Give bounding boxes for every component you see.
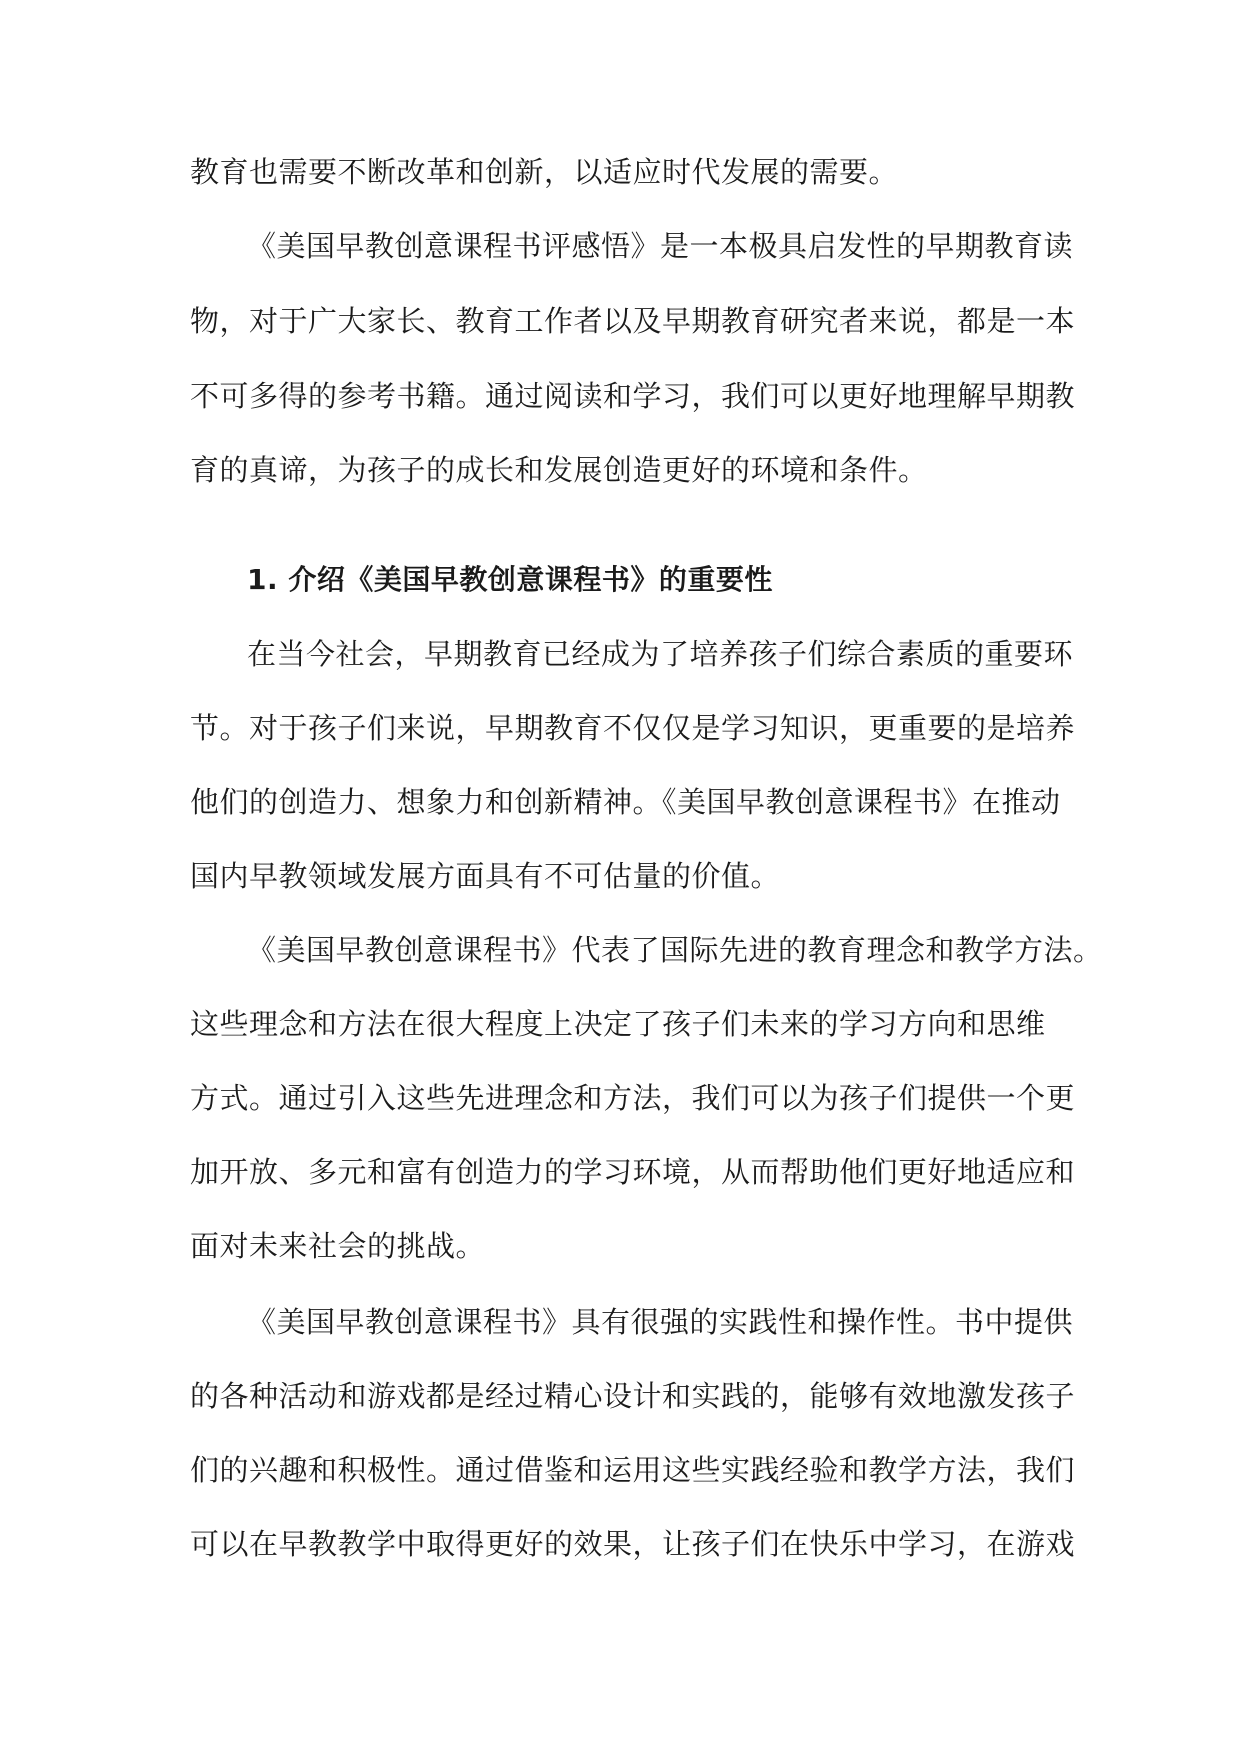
paragraph-line: 育的真谛，为孩子的成长和发展创造更好的环境和条件。 — [190, 453, 928, 487]
paragraph-line: 在当今社会，早期教育已经成为了培养孩子们综合素质的重要环 — [247, 637, 1074, 671]
paragraph-line: 的各种活动和游戏都是经过精心设计和实践的，能够有效地激发孩子 — [190, 1379, 1076, 1413]
paragraph-line: 国内早教领域发展方面具有不可估量的价值。 — [190, 859, 781, 893]
paragraph-line: 他们的创造力、想象力和创新精神。《美国早教创意课程书》在推动 — [190, 785, 1061, 819]
paragraph-line: 方式。通过引入这些先进理念和方法，我们可以为孩子们提供一个更 — [190, 1081, 1076, 1115]
paragraph-line: 《美国早教创意课程书》代表了国际先进的教育理念和教学方法。 — [247, 933, 1103, 967]
paragraph-line: 《美国早教创意课程书评感悟》是一本极具启发性的早期教育读 — [247, 229, 1074, 263]
paragraph-line: 教育也需要不断改革和创新，以适应时代发展的需要。 — [190, 155, 899, 189]
paragraph-line: 可以在早教教学中取得更好的效果，让孩子们在快乐中学习，在游戏 — [190, 1527, 1076, 1561]
paragraph-line: 面对未来社会的挑战。 — [190, 1229, 486, 1263]
paragraph-line: 们的兴趣和积极性。通过借鉴和运用这些实践经验和教学方法，我们 — [190, 1453, 1076, 1487]
paragraph-line: 《美国早教创意课程书》具有很强的实践性和操作性。书中提供 — [247, 1305, 1074, 1339]
paragraph-line: 这些理念和方法在很大程度上决定了孩子们未来的学习方向和思维 — [190, 1007, 1046, 1041]
paragraph-line: 节。对于孩子们来说，早期教育不仅仅是学习知识，更重要的是培养 — [190, 711, 1076, 745]
paragraph-line: 物，对于广大家长、教育工作者以及早期教育研究者来说，都是一本 — [190, 304, 1076, 338]
paragraph-line: 不可多得的参考书籍。通过阅读和学习，我们可以更好地理解早期教 — [190, 379, 1076, 413]
section-heading: 1. 介绍《美国早教创意课程书》的重要性 — [247, 563, 773, 596]
paragraph-line: 加开放、多元和富有创造力的学习环境，从而帮助他们更好地适应和 — [190, 1155, 1076, 1189]
